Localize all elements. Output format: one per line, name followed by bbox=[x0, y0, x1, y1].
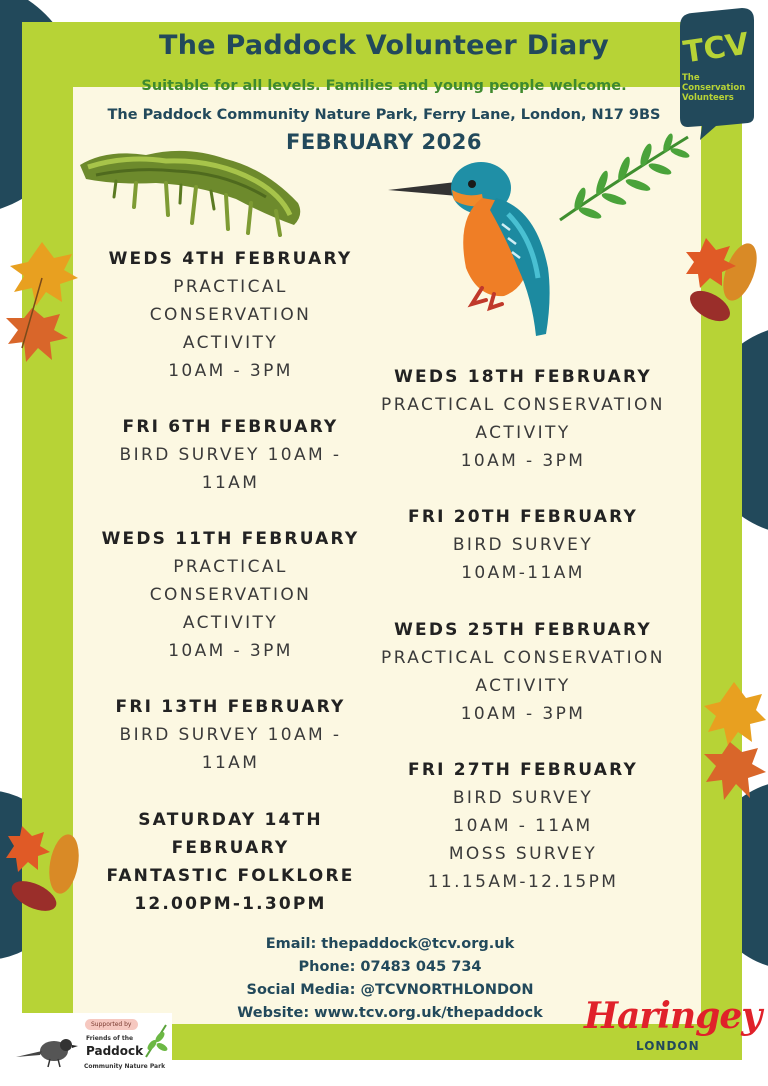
event-heading: FRI 20TH FEBRUARY bbox=[408, 507, 638, 527]
haringey-logo bbox=[584, 995, 762, 1059]
event-fri-6 bbox=[88, 413, 373, 497]
haringey-london-text: LONDON bbox=[636, 1039, 700, 1053]
event-line: PRACTICAL CONSERVATION bbox=[381, 395, 665, 415]
moss-icon bbox=[76, 145, 306, 240]
event-weds-18 bbox=[358, 363, 688, 475]
bird-icon bbox=[14, 1033, 82, 1073]
event-line: 11.15AM-12.15PM bbox=[427, 872, 619, 892]
event-line: 10AM - 3PM bbox=[168, 361, 293, 381]
event-fri-20 bbox=[358, 503, 688, 587]
event-line: MOSS SURVEY bbox=[448, 844, 598, 864]
event-line: PRACTICAL bbox=[173, 557, 288, 577]
event-weds-11 bbox=[88, 525, 373, 665]
event-weds-25 bbox=[358, 616, 688, 728]
address: The Paddock Community Nature Park, Ferry Lane, London, N17 9BS bbox=[107, 107, 661, 123]
event-heading: WEDS 25TH FEBRUARY bbox=[394, 620, 652, 640]
event-line: BIRD SURVEY 10AM - bbox=[119, 725, 342, 745]
autumn-leaves-icon-lower-right bbox=[700, 678, 768, 808]
tcv-line-3: Volunteers bbox=[682, 93, 734, 103]
tcv-line-2: Conservation bbox=[682, 83, 746, 93]
event-sat-14 bbox=[88, 806, 373, 918]
friends-of-paddock-logo bbox=[10, 1013, 172, 1078]
event-heading: FRI 13TH FEBRUARY bbox=[115, 697, 346, 717]
event-line: ACTIVITY bbox=[182, 333, 279, 353]
event-heading: SATURDAY 14TH bbox=[138, 810, 323, 830]
contact-phone[interactable]: Phone: 07483 045 734 bbox=[298, 959, 482, 975]
event-line: FANTASTIC FOLKLORE bbox=[106, 866, 355, 886]
event-line: FEBRUARY bbox=[171, 838, 290, 858]
event-line: ACTIVITY bbox=[182, 613, 279, 633]
haringey-wordmark: Haringey bbox=[584, 995, 762, 1037]
fern-icon bbox=[540, 125, 695, 235]
event-line: 11AM bbox=[201, 473, 260, 493]
event-line: PRACTICAL bbox=[173, 277, 288, 297]
event-line: CONSERVATION bbox=[149, 585, 312, 605]
event-fri-13 bbox=[88, 693, 373, 777]
event-line: 12.00PM-1.30PM bbox=[134, 894, 327, 914]
event-heading: FRI 6TH FEBRUARY bbox=[122, 417, 339, 437]
contact-social[interactable]: Social Media: @TCVNORTHLONDON bbox=[246, 982, 534, 998]
tcv-line-1: The bbox=[682, 73, 700, 83]
event-heading: WEDS 11TH FEBRUARY bbox=[101, 529, 360, 549]
autumn-leaves-icon-lower-left bbox=[4, 820, 86, 920]
tagline: Suitable for all levels. Families and young people welcome. bbox=[141, 78, 627, 94]
autumn-leaves-icon bbox=[2, 238, 82, 368]
autumn-leaves-icon-right bbox=[682, 232, 762, 332]
event-line: BIRD SURVEY bbox=[452, 535, 594, 555]
tcv-logo bbox=[676, 8, 756, 144]
event-heading: WEDS 4TH FEBRUARY bbox=[108, 249, 353, 269]
event-line: 10AM - 3PM bbox=[460, 451, 586, 471]
event-heading: WEDS 18TH FEBRUARY bbox=[394, 367, 652, 387]
contact-block bbox=[190, 933, 590, 1025]
kingfisher-icon bbox=[386, 158, 561, 340]
event-line: CONSERVATION bbox=[149, 305, 312, 325]
event-line: ACTIVITY bbox=[475, 676, 571, 696]
month-heading: FEBRUARY 2026 bbox=[285, 130, 482, 154]
friends-of-text: Friends of the bbox=[86, 1035, 134, 1042]
event-line: 10AM - 11AM bbox=[453, 816, 593, 836]
event-line: 10AM - 3PM bbox=[168, 641, 293, 661]
event-line: 11AM bbox=[201, 753, 260, 773]
event-heading: FRI 27TH FEBRUARY bbox=[408, 760, 638, 780]
event-line: 10AM - 3PM bbox=[460, 704, 586, 724]
event-line: PRACTICAL CONSERVATION bbox=[381, 648, 665, 668]
contact-website[interactable]: Website: www.tcv.org.uk/thepaddock bbox=[237, 1005, 543, 1021]
contact-email[interactable]: Email: thepaddock@tcv.org.uk bbox=[265, 936, 515, 952]
supported-by-pill: Supported by bbox=[85, 1019, 138, 1030]
event-weds-4 bbox=[88, 245, 373, 385]
event-line: 10AM-11AM bbox=[461, 563, 585, 583]
leaf-sprig-icon bbox=[142, 1023, 170, 1059]
page-title: The Paddock Volunteer Diary bbox=[158, 30, 609, 61]
event-line: BIRD SURVEY bbox=[452, 788, 594, 808]
friends-park-text: Community Nature Park bbox=[84, 1063, 166, 1070]
event-line: ACTIVITY bbox=[475, 423, 571, 443]
event-line: BIRD SURVEY 10AM - bbox=[119, 445, 342, 465]
tcv-mark: TCV bbox=[681, 26, 752, 71]
friends-paddock-text: Paddock bbox=[86, 1044, 144, 1058]
event-fri-27 bbox=[358, 756, 688, 896]
